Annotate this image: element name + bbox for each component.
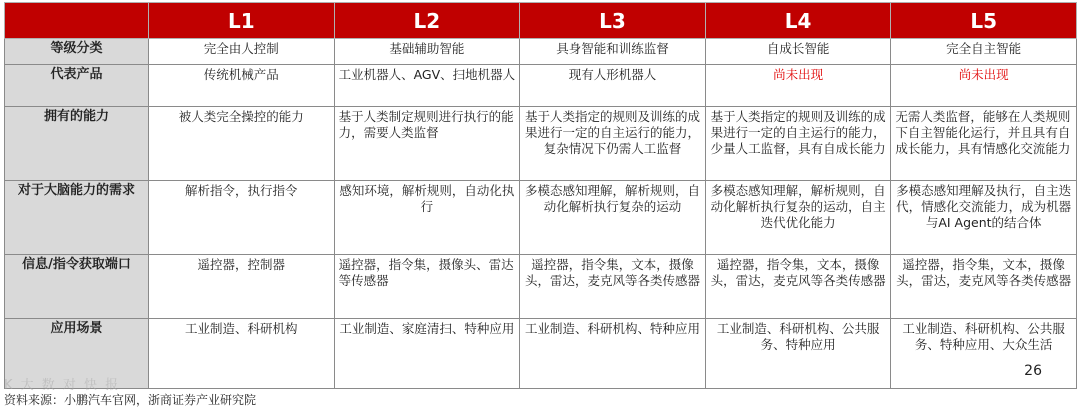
header-l1: L1 [149, 3, 335, 39]
table-cell: 完全自主智能 [891, 39, 1077, 65]
table-cell: 遥控器，指令集，摄像头、雷达等传感器 [334, 255, 520, 319]
page-number: 26 [1024, 363, 1042, 379]
table-header-row [5, 3, 1077, 39]
capability-levels-table [4, 2, 1077, 389]
table-cell: 工业制造、科研机构、特种应用 [520, 319, 706, 389]
table-row [5, 255, 1077, 319]
header-corner [5, 3, 149, 39]
table-cell: 遥控器，控制器 [149, 255, 335, 319]
table-cell: 多模态感知理解及执行，自主迭代，情感化交流能力，成为机器与AI Agent的结合体 [891, 181, 1077, 255]
header-l3: L3 [520, 3, 706, 39]
header-l5: L5 [891, 3, 1077, 39]
source-footnote: 资料来源：小鹏汽车官网，浙商证券产业研究院 [4, 393, 257, 407]
table-cell: 具身智能和训练监督 [520, 39, 706, 65]
table-cell: 工业制造、科研机构 [149, 319, 335, 389]
table-cell: 基于人类指定的规则及训练的成果进行一定的自主运行的能力，复杂情况下仍需人工监督 [520, 107, 706, 181]
row-header: 拥有的能力 [5, 107, 149, 181]
table-cell: 遥控器，指令集，文本，摄像头，雷达，麦克风等各类传感器 [891, 255, 1077, 319]
table-row [5, 107, 1077, 181]
table-cell: 无需人类监督，能够在人类规则下自主智能化运行，并且具有自成长能力，具有情感化交流能力 [891, 107, 1077, 181]
row-header: 代表产品 [5, 65, 149, 107]
table-cell: 遥控器，指令集，文本，摄像头，雷达，麦克风等各类传感器 [520, 255, 706, 319]
table-row [5, 65, 1077, 107]
table-cell: 遥控器，指令集，文本，摄像头，雷达，麦克风等各类传感器 [705, 255, 891, 319]
table-cell: 工业机器人、AGV、扫地机器人 [334, 65, 520, 107]
row-header: 信息/指令获取端口 [5, 255, 149, 319]
table-cell: 基于人类制定规则进行执行的能力，需要人类监督 [334, 107, 520, 181]
table-cell: 现有人形机器人 [520, 65, 706, 107]
table-cell: 感知环境，解析规则，自动化执行 [334, 181, 520, 255]
table-cell: 工业制造、家庭清扫、特种应用 [334, 319, 520, 389]
table-cell: 基于人类指定的规则及训练的成果进行一定的自主运行的能力，少量人工监督，具有自成长能力 [705, 107, 891, 181]
table-cell-not-yet: 尚未出现 [705, 65, 891, 107]
table-cell: 基础辅助智能 [334, 39, 520, 65]
header-l4: L4 [705, 3, 891, 39]
table-cell: 传统机械产品 [149, 65, 335, 107]
table-cell: 自成长智能 [705, 39, 891, 65]
table-cell: 多模态感知理解，解析规则，自动化解析执行复杂的运动，自主迭代优化能力 [705, 181, 891, 255]
table-cell-not-yet: 尚未出现 [891, 65, 1077, 107]
table-cell: 被人类完全操控的能力 [149, 107, 335, 181]
table-row [5, 181, 1077, 255]
row-header: 对于大脑能力的需求 [5, 181, 149, 255]
table-row [5, 39, 1077, 65]
table-cell: 解析指令，执行指令 [149, 181, 335, 255]
table-cell: 工业制造、科研机构、公共服务、特种应用 [705, 319, 891, 389]
table-cell: 多模态感知理解，解析规则，自动化解析执行复杂的运动 [520, 181, 706, 255]
table-cell: 工业制造、科研机构、公共服务、特种应用、大众生活 [891, 319, 1077, 389]
table-row [5, 319, 1077, 389]
watermark: K 大 数 对 快 报 [4, 378, 121, 393]
row-header: 应用场景 [5, 319, 149, 389]
table-cell: 完全由人控制 [149, 39, 335, 65]
row-header: 等级分类 [5, 39, 149, 65]
header-l2: L2 [334, 3, 520, 39]
